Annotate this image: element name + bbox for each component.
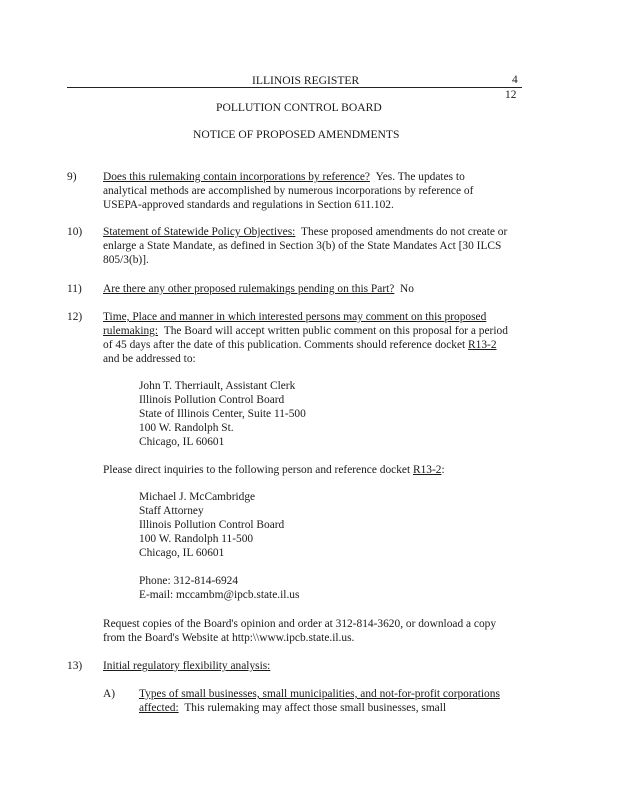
item-9-line-1 [103, 171, 465, 183]
item-10-line-1-rest: These proposed amendments do not create or [301, 226, 508, 238]
item-12-line-3 [103, 339, 497, 351]
item-12-line-2 [103, 325, 508, 337]
address-2-line-4: 100 W. Randolph 11-500 [139, 533, 254, 545]
item-13-number: 13) [67, 660, 83, 672]
item-12-heading-line-1 [103, 311, 486, 323]
item-11-answer: No [400, 283, 414, 295]
item-12-heading-2: rulemaking: [103, 325, 159, 337]
item-13a-letter: A) [103, 688, 116, 700]
agency-title: POLLUTION CONTROL BOARD [216, 101, 382, 114]
inquiries-line [103, 464, 445, 476]
item-11-line-1 [103, 283, 414, 295]
request-line-2[interactable]: from the Board's Website at http:\\www.ipcb.state.il.us. [103, 632, 355, 644]
item-13-heading-line [103, 660, 270, 672]
item-13a-line-2-rest: This rulemaking may affect those small businesses, small [184, 702, 447, 714]
item-13-heading: Initial regulatory flexibility analysis: [103, 660, 271, 672]
item-11-heading: Are there any other proposed rulemakings pending on this Part? [103, 283, 395, 295]
item-10-line-2: enlarge a State Mandate, as defined in Section 3(b) of the State Mandates Act [30 ILCS [103, 240, 502, 252]
address-2-line-3: Illinois Pollution Control Board [139, 519, 285, 531]
address-1-line-1: John T. Therriault, Assistant Clerk [139, 380, 296, 392]
address-1-line-5: Chicago, IL 60601 [139, 436, 225, 448]
address-1-line-2: Illinois Pollution Control Board [139, 394, 285, 406]
inquiries-end: : [441, 464, 445, 476]
item-12-heading-1: Time, Place and manner in which interested persons may comment on this proposed [103, 311, 487, 323]
item-10-line-3: 805/3(b)]. [103, 254, 149, 266]
page-number: 4 [512, 74, 518, 86]
register-title: ILLINOIS REGISTER [252, 74, 360, 87]
item-12-line-4: and be addressed to: [103, 353, 196, 365]
item-9-line-2: analytical methods are accomplished by numerous incorporations by reference of [103, 185, 474, 197]
item-9-number: 9) [67, 171, 77, 183]
item-9-line-3: USEPA-approved standards and regulations in Section 611.102. [103, 199, 394, 211]
header-rule [67, 87, 522, 88]
item-9-heading: Does this rulemaking contain incorporations by reference? [103, 171, 370, 183]
inquiries-docket: R13-2 [412, 464, 442, 476]
request-line-1: Request copies of the Board's opinion and order at 312-814-3620, or download a copy [103, 618, 497, 630]
item-13a-line-2 [139, 702, 446, 714]
contact-email[interactable]: E-mail: mccambm@ipcb.state.il.us [139, 589, 300, 601]
item-12-line-3-text: of 45 days after the date of this publication. Comments should reference docket [103, 339, 466, 351]
item-12-docket: R13-2 [468, 339, 497, 351]
item-12-line-2-rest: The Board will accept written public comment on this proposal for a period [163, 325, 508, 337]
item-9-line-1-rest: Yes. The updates to [375, 171, 465, 183]
address-2-line-1: Michael J. McCambridge [139, 491, 256, 503]
inquiries-text: Please direct inquiries to the following person and reference docket [103, 464, 411, 476]
item-10-heading: Statement of Statewide Policy Objectives: [103, 226, 296, 238]
item-13a-heading-1: Types of small businesses, small municipalities, and not-for-profit corporations [139, 688, 500, 700]
issue-number: 12 [505, 89, 517, 101]
address-1-line-3: State of Illinois Center, Suite 11-500 [139, 408, 306, 420]
item-13a-heading-2: affected: [139, 702, 179, 714]
notice-title: NOTICE OF PROPOSED AMENDMENTS [193, 128, 400, 141]
contact-phone: Phone: 312-814-6924 [139, 575, 239, 587]
item-10-line-1 [103, 226, 507, 238]
address-1-line-4: 100 W. Randolph St. [139, 422, 234, 434]
address-2-line-5: Chicago, IL 60601 [139, 547, 225, 559]
item-13a-heading-line-1 [139, 688, 500, 700]
item-12-number: 12) [67, 311, 83, 323]
address-2-line-2: Staff Attorney [139, 505, 204, 517]
item-10-number: 10) [67, 226, 83, 238]
item-11-number: 11) [67, 283, 82, 295]
